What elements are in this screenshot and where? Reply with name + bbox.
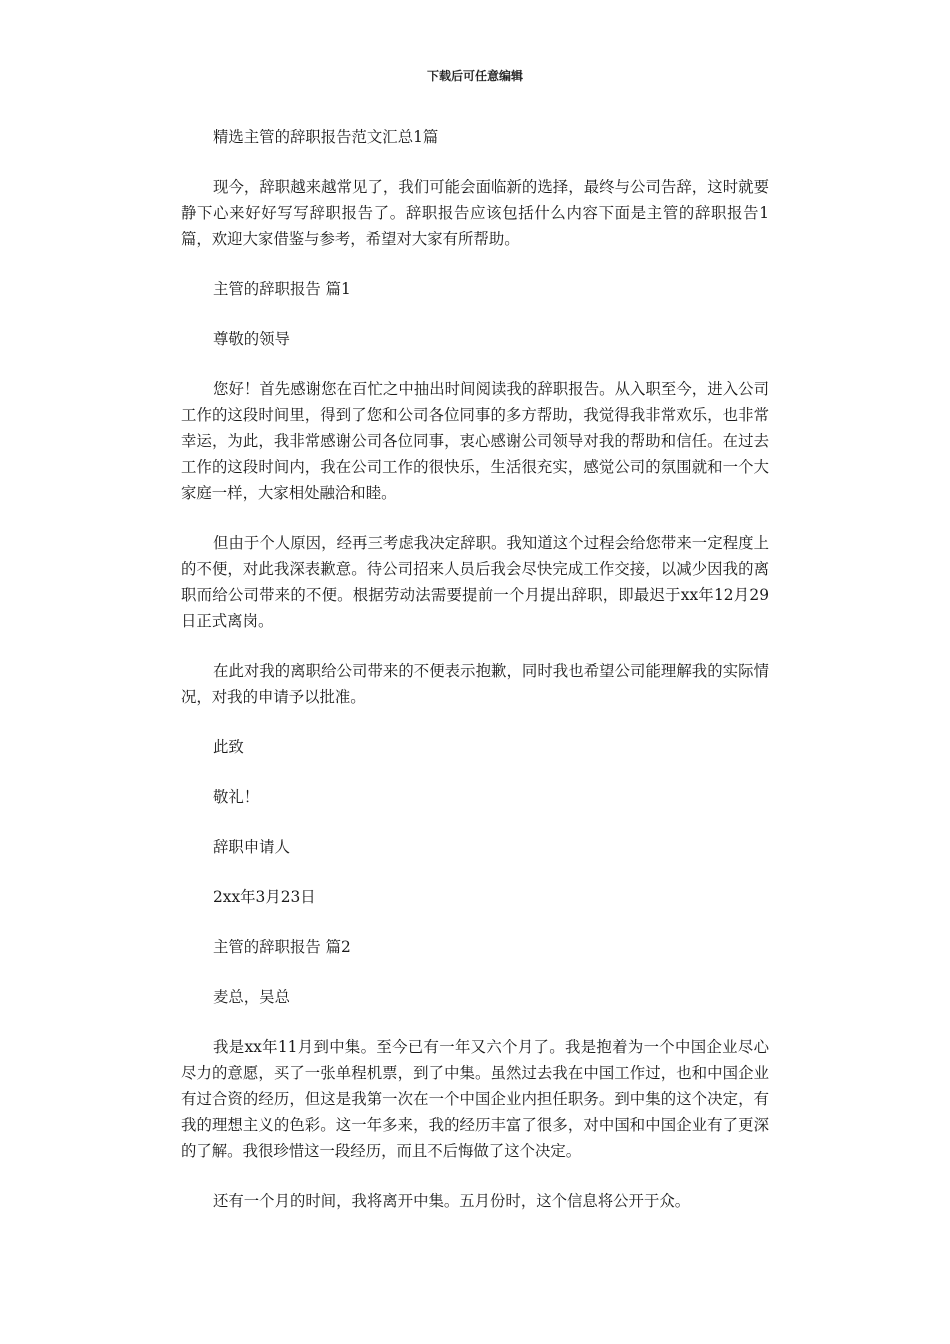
salutation: 麦总，吴总 <box>213 988 290 1006</box>
body-paragraph: 还有一个月的时间，我将离开中集。五月份时，这个信息将公开于众。 <box>213 1192 691 1210</box>
section-heading-1: 主管的辞职报告 篇1 <box>213 280 351 298</box>
body-paragraph: 在此对我的离职给公司带来的不便表示抱歉，同时我也希望公司能理解我的实际情况，对我的申请予以批准。 <box>181 662 769 706</box>
salutation: 尊敬的领导 <box>213 330 290 348</box>
section-heading-2: 主管的辞职报告 篇2 <box>213 938 351 956</box>
header-note: 下载后可任意编辑 <box>426 69 523 83</box>
document-title: 精选主管的辞职报告范文汇总1篇 <box>213 128 439 146</box>
signature-date: 2xx年3月23日 <box>213 888 316 906</box>
closing-line: 此致 <box>213 738 244 756</box>
body-paragraph: 但由于个人原因，经再三考虑我决定辞职。我知道这个过程会给您带来一定程度上的不便，对此我深表歉意。待公司招来人员后我会尽快完成工作交接，以减少因我的离职而给公司带来的不便。根据劳动法需要提前一个月提出辞职，即最迟于xx年12月29日正式离岗。 <box>181 534 769 630</box>
body-paragraph: 我是xx年11月到中集。至今已有一年又六个月了。我是抱着为一个中国企业尽心尽力的意愿，买了一张单程机票，到了中集。虽然过去我在中国工作过，也和中国企业有过合资的经历，但这是我第一次在一个中国企业内担任职务。到中集的这个决定，有我的理想主义的色彩。这一年多来，我的经历丰富了很多，对中国和中国企业有了更深的了解。我很珍惜这一段经历，而且不后悔做了这个决定。 <box>181 1038 769 1160</box>
signature-label: 辞职申请人 <box>213 838 290 856</box>
document-body <box>181 124 769 1238</box>
intro-paragraph: 现今，辞职越来越常见了，我们可能会面临新的选择，最终与公司告辞，这时就要静下心来好好写写辞职报告了。辞职报告应该包括什么内容下面是主管的辞职报告1篇，欢迎大家借鉴与参考，希望对大家有所帮助。 <box>181 178 769 248</box>
closing-salute: 敬礼！ <box>213 788 260 806</box>
body-paragraph: 您好！首先感谢您在百忙之中抽出时间阅读我的辞职报告。从入职至今，进入公司工作的这段时间里，得到了您和公司各位同事的多方帮助，我觉得我非常欢乐，也非常幸运，为此，我非常感谢公司各位同事，衷心感谢公司领导对我的帮助和信任。在过去工作的这段时间内，我在公司工作的很快乐，生活很充实，感觉公司的氛围就和一个大家庭一样，大家相处融洽和睦。 <box>181 380 769 502</box>
